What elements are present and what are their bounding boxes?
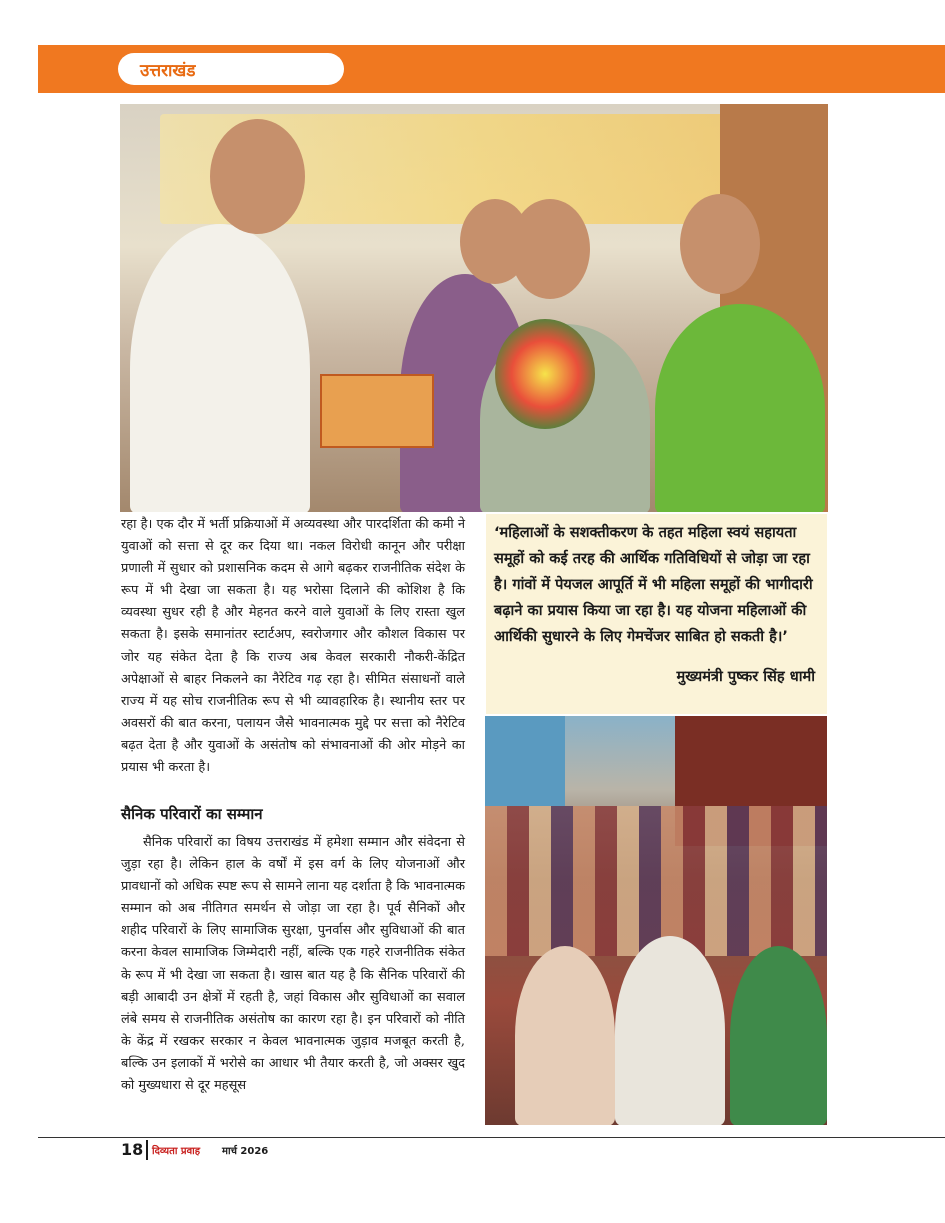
person-head [510, 199, 590, 299]
magazine-name: दिव्यता प्रवाह [152, 1146, 201, 1157]
flower-bouquet [495, 319, 595, 429]
pull-quote-box [486, 514, 827, 714]
person-head [680, 194, 760, 294]
issue-date: मार्च 2026 [222, 1146, 269, 1157]
glass-facade [485, 716, 565, 806]
footer-rule [38, 1137, 945, 1138]
person-head [210, 119, 305, 234]
article-paragraph: सैनिक परिवारों का विषय उत्तराखंड में हमेशा सम्मान और संवेदना से जुड़ा रहा है। लेकिन हाल के वर्षों में इस वर्ग के लिए योजनाओं और प्रावधानों को अधिक स्पष्ट रूप से सामने लाना यह दर्शाता है कि भावनात्मक सम्मान को अब नीतिगत समर्थन से जोड़ा जा रहा है। पूर्व सैनिकों और शहीद परिवारों के लिए सामाजिक सुरक्षा, पुनर्वास और सुविधाओं की बात करना केवल सामाजिक जिम्मेदारी नहीं, बल्कि एक गहरे राजनीतिक संकेत के रूप में भी देखा जा सकता है। खास बात यह है कि सैनिक परिवारों की बड़ी आबादी उन क्षेत्रों में रहती है, जहां विकास और सुविधाओं का सवाल लंबे समय से राजनीतिक असंतोष का कारण रहा है। इन परिवारों को नीति के केंद्र में रखकर सरकार न केवल भावनात्मक जुड़ाव मजबूत करती है, बल्कि उन इलाकों में भरोसे का आधार भी तैयार करती है, जो अक्सर खुद को मुख्यधारा से दूर महसूस [121, 835, 465, 1094]
section-label-pill [118, 53, 344, 85]
top-photo [120, 104, 828, 512]
gift-box [320, 374, 434, 448]
person-figure [730, 946, 827, 1125]
section-label: उत्तराखंड [140, 61, 196, 81]
crowd [485, 806, 827, 956]
pull-quote-attribution: मुख्यमंत्री पुष्कर सिंह धामी [676, 668, 815, 685]
group-photo [485, 716, 827, 1125]
person-figure [615, 936, 725, 1125]
pull-quote-text: ‘महिलाओं के सशक्तीकरण के तहत महिला स्वयं सहायता समूहों को कई तरह की आर्थिक गतिविधियों से जोड़ा जा रहा है। गांवों में पेयजल आपूर्ति में भी महिला समूहों की भागीदारी बढ़ाने का प्रयास किया जा रहा है। यह योजना महिलाओं की आर्थिकी सुधारने के लिए गेमचेंजर साबित हो सकती है।’ [494, 524, 813, 645]
person-figure [655, 304, 825, 512]
article-subheading: सैनिक परिवारों का सम्मान [121, 805, 263, 823]
person-figure [130, 224, 310, 512]
page-number: 18 [121, 1140, 144, 1159]
footer-divider [146, 1140, 148, 1160]
person-figure [515, 946, 615, 1125]
article-paragraph: रहा है। एक दौर में भर्ती प्रक्रियाओं में अव्यवस्था और पारदर्शिता की कमी ने युवाओं को सत्ता से दूर कर दिया था। नकल विरोधी कानून और परीक्षा प्रणाली में सुधार को प्रशासनिक कदम से आगे बढ़कर राजनीतिक संदेश के रूप में भी देखा जा सकता है। यह भरोसा दिलाने की कोशिश है कि व्यवस्था सुधर रही है और मेहनत करने वाले युवाओं के लिए रास्ता खुल सकता है। इसके समानांतर स्टार्टअप, स्वरोजगार और कौशल विकास पर जोर यह संकेत देता है कि राज्य अब केवल सरकारी नौकरी-केंद्रित अपेक्षाओं से बाहर निकलने का नैरेटिव गढ़ रहा है। सीमित संसाधनों वाले राज्य में यह सोच राजनीतिक रूप से भी व्यावहारिक है। स्थानीय स्तर पर अवसरों की बात करना, पलायन जैसे भावनात्मक मुद्दे पर सत्ता को नैरेटिव बढ़त देता है और युवाओं के असंतोष को संभावनाओं की ओर मोड़ने का प्रयास भी करता है। [121, 517, 465, 776]
